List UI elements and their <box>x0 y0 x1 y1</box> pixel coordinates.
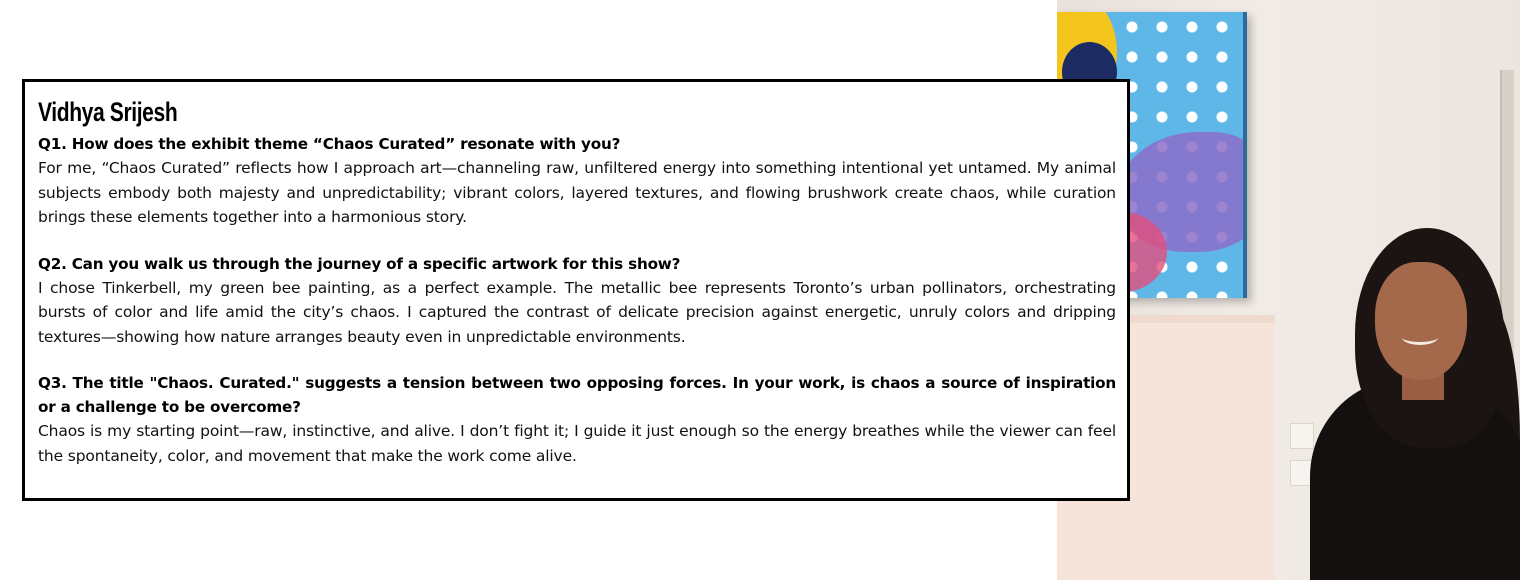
question-1: Q1. How does the exhibit theme “Chaos Curated” resonate with you? <box>38 135 621 153</box>
wall-placard <box>1290 423 1314 449</box>
answer-3: Chaos is my starting point—raw, instinctive, and alive. I don’t fight it; I guide it just enough so the energy breathes while the viewer can feel the spontaneity, color, and movement that make the work come alive. <box>38 422 1116 465</box>
artist-name: Vidhya Srijesh <box>38 97 178 127</box>
interview-card <box>22 79 1130 501</box>
interview-content <box>38 96 1116 468</box>
question-2: Q2. Can you walk us through the journey of a specific artwork for this show? <box>38 254 681 273</box>
qa-block-3 <box>38 371 1116 468</box>
qa-block-2 <box>38 252 1116 350</box>
answer-2: I chose Tinkerbell, my green bee painting, as a perfect example. The metallic bee represents Toronto’s urban pollinators, orchestrating bursts of color and life amid the city’s chaos. I captured the contrast of delicate precision against energetic, unruly colors and dripping textures—showing how nature arranges beauty even in unpredictable environments. <box>38 278 1116 346</box>
answer-1: For me, “Chaos Curated” reflects how I approach art—channeling raw, unfiltered energy into something intentional yet untamed. My animal subjects embody both majesty and unpredictability; vibrant colors, layered textures, and flowing brushwork create chaos, while curation brings these elements together into a harmonious story. <box>38 159 1116 226</box>
qa-block-1 <box>38 132 1116 230</box>
question-3: Q3. The title "Chaos. Curated." suggests a tension between two opposing forces. In your work, is chaos a source of inspiration or a challenge to be overcome? <box>38 374 1116 416</box>
